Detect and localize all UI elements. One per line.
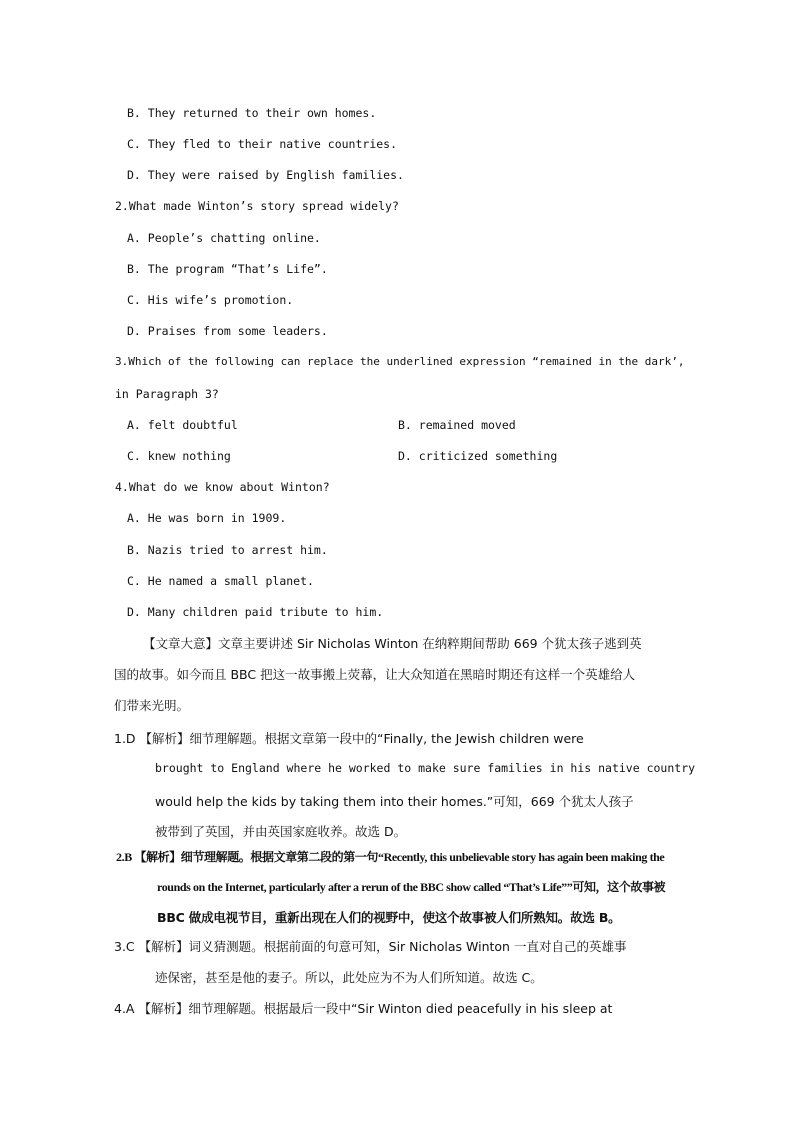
answer-3-line2: 迹保密，甚至是他的妻子。所以，此处应为不为人们所知道。故选 C。: [155, 970, 543, 985]
q2-option-b: B. The program “That’s Life”.: [127, 262, 328, 276]
answer-1-line4: 被带到了英国，并由英国家庭收养。故选 D。: [155, 824, 407, 839]
answer-1-line1: 1.D 【解析】细节理解题。根据文章第一段中的“Finally, the Jewish children were: [114, 731, 584, 746]
answer-4-line1: 4.A 【解析】细节理解题。根据最后一段中“Sir Winton died peacefully in his sleep at: [114, 1001, 613, 1016]
q1-option-c: C. They fled to their native countries.: [127, 137, 398, 151]
q3-option-c: C. knew nothing: [127, 449, 231, 463]
q2-option-a: A. People’s chatting online.: [127, 231, 321, 245]
summary-line2: 国的故事。如今而且 BBC 把这一故事搬上荧幕，让大众知道在黑暗时期还有这样一个英雄给人: [114, 667, 636, 682]
q2-question: 2.What made Winton’s story spread widely?: [115, 199, 399, 213]
answer-2-line3: BBC 做成电视节目，重新出现在人们的视野中，使这个故事被人们所熟知。故选 B。: [157, 910, 621, 925]
summary-line3: 们带来光明。: [114, 698, 190, 713]
q4-option-a: A. He was born in 1909.: [127, 511, 287, 525]
q3-option-d: D. criticized something: [398, 449, 558, 463]
q3-question-line1: 3.Which of the following can replace the underlined expression “remained in the dark’,: [115, 355, 685, 368]
q1-option-b: B. They returned to their own homes.: [127, 106, 377, 120]
q3-option-a: A. felt doubtful: [127, 418, 238, 432]
q3-question-line2: in Paragraph 3?: [115, 387, 219, 401]
q2-option-c: C. His wife’s promotion.: [127, 293, 294, 307]
answer-2-line2: rounds on the Internet, particularly after a rerun of the BBC show called “That’s Life””可知，这个故事被: [157, 880, 666, 894]
answer-3-line1: 3.C 【解析】词义猜测题。根据前面的句意可知，Sir Nicholas Winton 一直对自己的英雄事: [114, 939, 627, 954]
answer-2-line1: 2.B 【解析】细节理解题。根据文章第二段的第一句“Recently, this unbelievable story has again been making the: [116, 850, 665, 864]
summary-line1: 【文章大意】文章主要讲述 Sir Nicholas Winton 在纳粹期间帮助 669 个犹太孩子逃到英: [143, 636, 642, 651]
q1-option-d: D. They were raised by English families.: [127, 168, 404, 182]
q4-question: 4.What do we know about Winton?: [115, 480, 330, 494]
q4-option-d: D. Many children paid tribute to him.: [127, 605, 384, 619]
q3-option-b: B. remained moved: [398, 418, 516, 432]
q2-option-d: D. Praises from some leaders.: [127, 324, 328, 338]
q4-option-c: C. He named a small planet.: [127, 574, 314, 588]
q4-option-b: B. Nazis tried to arrest him.: [127, 543, 328, 557]
answer-1-line3: would help the kids by taking them into their homes.”可知，669 个犹太人孩子: [155, 794, 634, 809]
answer-1-line2: brought to England where he worked to make sure families in his native country: [155, 761, 696, 775]
